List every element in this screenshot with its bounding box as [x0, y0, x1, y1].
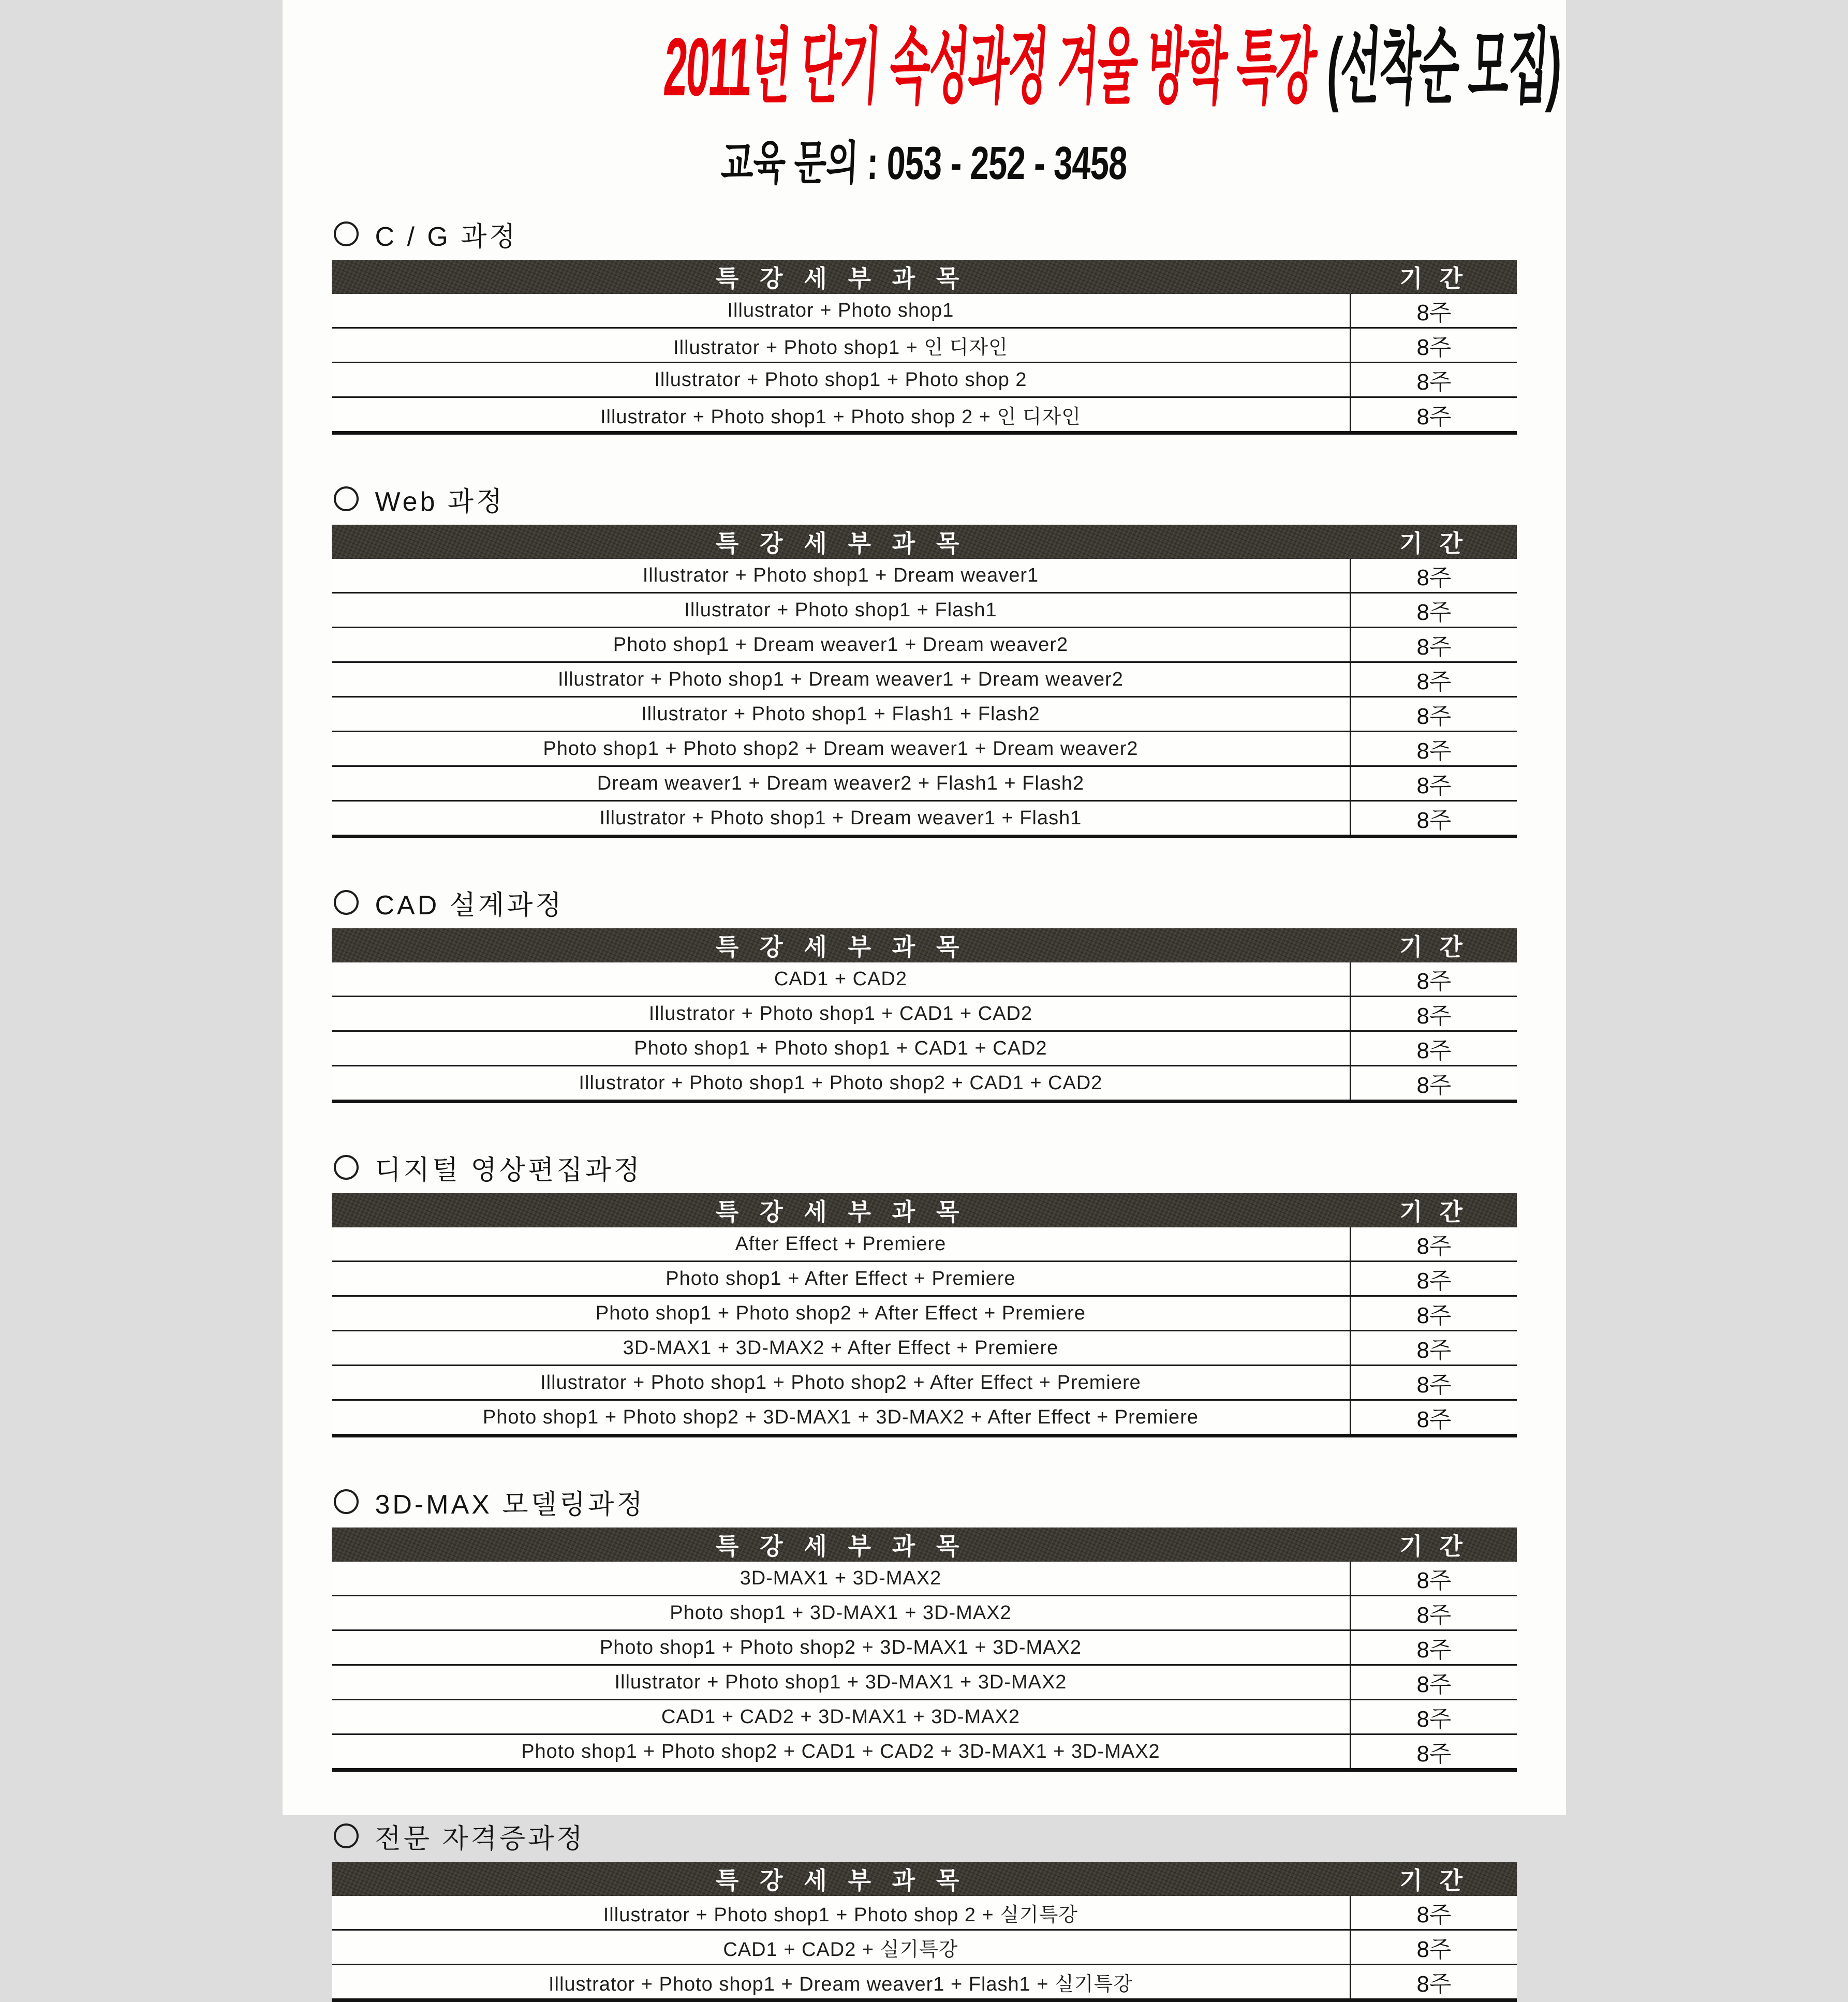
column-header-period: 기 간 — [1351, 1862, 1517, 1896]
table-row — [332, 1366, 1517, 1400]
course-section — [332, 1485, 1517, 1772]
course-subject: Illustrator + Photo shop1 + Dream weaver1 + Flash1 — [332, 801, 1351, 837]
course-period: 8주 — [1351, 1331, 1517, 1366]
table-row — [332, 697, 1517, 732]
course-section — [332, 482, 1517, 838]
course-section — [332, 1819, 1517, 2002]
course-period: 8주 — [1351, 732, 1517, 766]
table-row — [332, 732, 1517, 766]
course-subject: Illustrator + Photo shop1 + Photo shop 2 + 실기특강 — [332, 1896, 1351, 1930]
flyer-header — [283, 0, 1566, 204]
course-period: 8주 — [1351, 1562, 1517, 1596]
column-header-period: 기 간 — [1351, 525, 1517, 559]
column-header-period: 기 간 — [1351, 1193, 1517, 1227]
section-title: Web 과정 — [375, 486, 505, 517]
column-header-period: 기 간 — [1351, 928, 1517, 962]
table-row — [332, 1965, 1517, 2000]
column-header-subject: 특 강 세 부 과 목 — [332, 260, 1351, 294]
course-period: 8주 — [1351, 1296, 1517, 1331]
section-bullet-icon — [334, 1823, 359, 1848]
contact-phone: 교육 문의 : 053 - 252 - 3458 — [720, 138, 1128, 189]
course-section — [332, 217, 1517, 435]
course-table — [332, 525, 1517, 838]
course-subject: Photo shop1 + 3D-MAX1 + 3D-MAX2 — [332, 1596, 1351, 1630]
section-bullet-icon — [334, 1155, 359, 1180]
course-subject: After Effect + Premiere — [332, 1227, 1351, 1262]
course-section — [332, 886, 1517, 1103]
table-row — [332, 1734, 1517, 1770]
course-period: 8주 — [1351, 1896, 1517, 1930]
table-row — [332, 1296, 1517, 1331]
course-period: 8주 — [1351, 1400, 1517, 1436]
course-period: 8주 — [1351, 997, 1517, 1031]
table-row — [332, 1031, 1517, 1066]
course-sections — [332, 217, 1517, 2002]
course-subject: Illustrator + Photo shop1 + 3D-MAX1 + 3D-MAX2 — [332, 1665, 1351, 1700]
course-subject: Photo shop1 + Dream weaver1 + Dream weaver2 — [332, 628, 1351, 662]
course-subject: 3D-MAX1 + 3D-MAX2 — [332, 1562, 1351, 1596]
course-table — [332, 260, 1517, 435]
table-row — [332, 801, 1517, 837]
page-title-note: (선착순 모집) — [1324, 20, 1563, 113]
section-title: C / G 과정 — [375, 221, 518, 252]
section-bullet-icon — [334, 890, 359, 915]
column-header-period: 기 간 — [1351, 1528, 1517, 1562]
course-subject: Illustrator + Photo shop1 + Dream weaver1 — [332, 559, 1351, 593]
table-header-row — [332, 1528, 1517, 1562]
table-row — [332, 1596, 1517, 1630]
column-header-subject: 특 강 세 부 과 목 — [332, 928, 1351, 962]
table-row — [332, 363, 1517, 397]
table-row — [332, 1331, 1517, 1366]
course-period: 8주 — [1351, 1965, 1517, 2000]
course-table — [332, 1528, 1517, 1772]
course-period: 8주 — [1351, 801, 1517, 837]
course-period: 8주 — [1351, 1227, 1517, 1262]
course-period: 8주 — [1351, 559, 1517, 593]
table-header-row — [332, 928, 1517, 962]
contact-line — [283, 137, 1566, 204]
course-subject: Photo shop1 + Photo shop2 + Dream weaver1 + Dream weaver2 — [332, 732, 1351, 766]
column-header-period: 기 간 — [1351, 260, 1517, 294]
course-period: 8주 — [1351, 294, 1517, 328]
section-heading — [334, 1151, 1517, 1184]
section-title: 디지털 영상편집과정 — [375, 1155, 643, 1185]
table-row — [332, 628, 1517, 662]
section-bullet-icon — [334, 221, 359, 246]
course-subject: Illustrator + Photo shop1 + Flash1 — [332, 593, 1351, 628]
section-title: 전문 자격증과정 — [375, 1823, 585, 1854]
table-row — [332, 662, 1517, 697]
table-row — [332, 1227, 1517, 1262]
table-row — [332, 1700, 1517, 1734]
table-row — [332, 559, 1517, 593]
course-subject: 3D-MAX1 + 3D-MAX2 + After Effect + Premiere — [332, 1331, 1351, 1366]
course-period: 8주 — [1351, 1066, 1517, 1102]
course-subject: Illustrator + Photo shop1 + Flash1 + Flash2 — [332, 697, 1351, 732]
course-subject: Dream weaver1 + Dream weaver2 + Flash1 + Flash2 — [332, 766, 1351, 801]
course-period: 8주 — [1351, 328, 1517, 363]
course-period: 8주 — [1351, 1262, 1517, 1296]
course-subject: Illustrator + Photo shop1 — [332, 294, 1351, 328]
section-bullet-icon — [334, 1489, 359, 1514]
table-row — [332, 1665, 1517, 1700]
course-period: 8주 — [1351, 397, 1517, 433]
column-header-subject: 특 강 세 부 과 목 — [332, 1193, 1351, 1227]
course-period: 8주 — [1351, 962, 1517, 997]
table-header-row — [332, 260, 1517, 294]
table-row — [332, 1930, 1517, 1965]
section-heading — [334, 482, 1517, 515]
course-subject: Illustrator + Photo shop1 + Dream weaver1 + Dream weaver2 — [332, 662, 1351, 697]
course-period: 8주 — [1351, 1734, 1517, 1770]
course-period: 8주 — [1351, 1700, 1517, 1734]
section-title: CAD 설계과정 — [375, 890, 564, 921]
course-subject: Photo shop1 + Photo shop2 + 3D-MAX1 + 3D-MAX2 — [332, 1630, 1351, 1665]
table-row — [332, 997, 1517, 1031]
table-row — [332, 328, 1517, 363]
section-heading — [334, 1819, 1517, 1852]
course-subject: CAD1 + CAD2 — [332, 962, 1351, 997]
table-row — [332, 1562, 1517, 1596]
table-header-row — [332, 1193, 1517, 1227]
page-title-red: 2011년 단기 속성과정 겨울 방학 특강 — [661, 20, 1318, 113]
column-header-subject: 특 강 세 부 과 목 — [332, 1862, 1351, 1896]
course-period: 8주 — [1351, 1665, 1517, 1700]
table-row — [332, 962, 1517, 997]
course-period: 8주 — [1351, 1630, 1517, 1665]
section-heading — [334, 217, 1517, 250]
table-row — [332, 1896, 1517, 1930]
course-subject: Illustrator + Photo shop1 + Dream weaver1 + Flash1 + 실기특강 — [332, 1965, 1351, 2000]
course-period: 8주 — [1351, 628, 1517, 662]
course-subject: Illustrator + Photo shop1 + Photo shop 2 — [332, 363, 1351, 397]
course-period: 8주 — [1351, 662, 1517, 697]
table-row — [332, 1400, 1517, 1436]
course-table — [332, 1193, 1517, 1437]
column-header-subject: 특 강 세 부 과 목 — [332, 525, 1351, 559]
table-row — [332, 397, 1517, 433]
table-header-row — [332, 525, 1517, 559]
course-period: 8주 — [1351, 1596, 1517, 1630]
course-subject: Illustrator + Photo shop1 + Photo shop2 + CAD1 + CAD2 — [332, 1066, 1351, 1102]
table-row — [332, 294, 1517, 328]
course-period: 8주 — [1351, 697, 1517, 732]
course-subject: Illustrator + Photo shop1 + Photo shop 2 + 인 디자인 — [332, 397, 1351, 433]
table-row — [332, 593, 1517, 628]
course-subject: Illustrator + Photo shop1 + Photo shop2 + After Effect + Premiere — [332, 1366, 1351, 1400]
course-period: 8주 — [1351, 593, 1517, 628]
section-heading — [334, 1485, 1517, 1518]
course-period: 8주 — [1351, 766, 1517, 801]
course-subject: Photo shop1 + Photo shop1 + CAD1 + CAD2 — [332, 1031, 1351, 1066]
section-title: 3D-MAX 모델링과정 — [375, 1489, 645, 1520]
section-heading — [334, 886, 1517, 919]
table-header-row — [332, 1862, 1517, 1896]
course-subject: Photo shop1 + After Effect + Premiere — [332, 1262, 1351, 1296]
course-subject: Photo shop1 + Photo shop2 + After Effect + Premiere — [332, 1296, 1351, 1331]
table-row — [332, 766, 1517, 801]
section-bullet-icon — [334, 486, 359, 511]
course-table — [332, 1862, 1517, 2002]
column-header-subject: 특 강 세 부 과 목 — [332, 1528, 1351, 1562]
page-title — [283, 20, 1566, 135]
course-table — [332, 928, 1517, 1103]
table-row — [332, 1630, 1517, 1665]
table-row — [332, 1262, 1517, 1296]
course-section — [332, 1151, 1517, 1437]
course-period: 8주 — [1351, 1031, 1517, 1066]
course-period: 8주 — [1351, 1930, 1517, 1965]
course-period: 8주 — [1351, 363, 1517, 397]
course-subject: CAD1 + CAD2 + 3D-MAX1 + 3D-MAX2 — [332, 1700, 1351, 1734]
course-subject: Photo shop1 + Photo shop2 + 3D-MAX1 + 3D-MAX2 + After Effect + Premiere — [332, 1400, 1351, 1436]
course-period: 8주 — [1351, 1366, 1517, 1400]
flyer-page — [283, 0, 1566, 1997]
course-subject: Illustrator + Photo shop1 + 인 디자인 — [332, 328, 1351, 363]
table-row — [332, 1066, 1517, 1102]
course-subject: Illustrator + Photo shop1 + CAD1 + CAD2 — [332, 997, 1351, 1031]
course-subject: CAD1 + CAD2 + 실기특강 — [332, 1930, 1351, 1965]
course-subject: Photo shop1 + Photo shop2 + CAD1 + CAD2 + 3D-MAX1 + 3D-MAX2 — [332, 1734, 1351, 1770]
